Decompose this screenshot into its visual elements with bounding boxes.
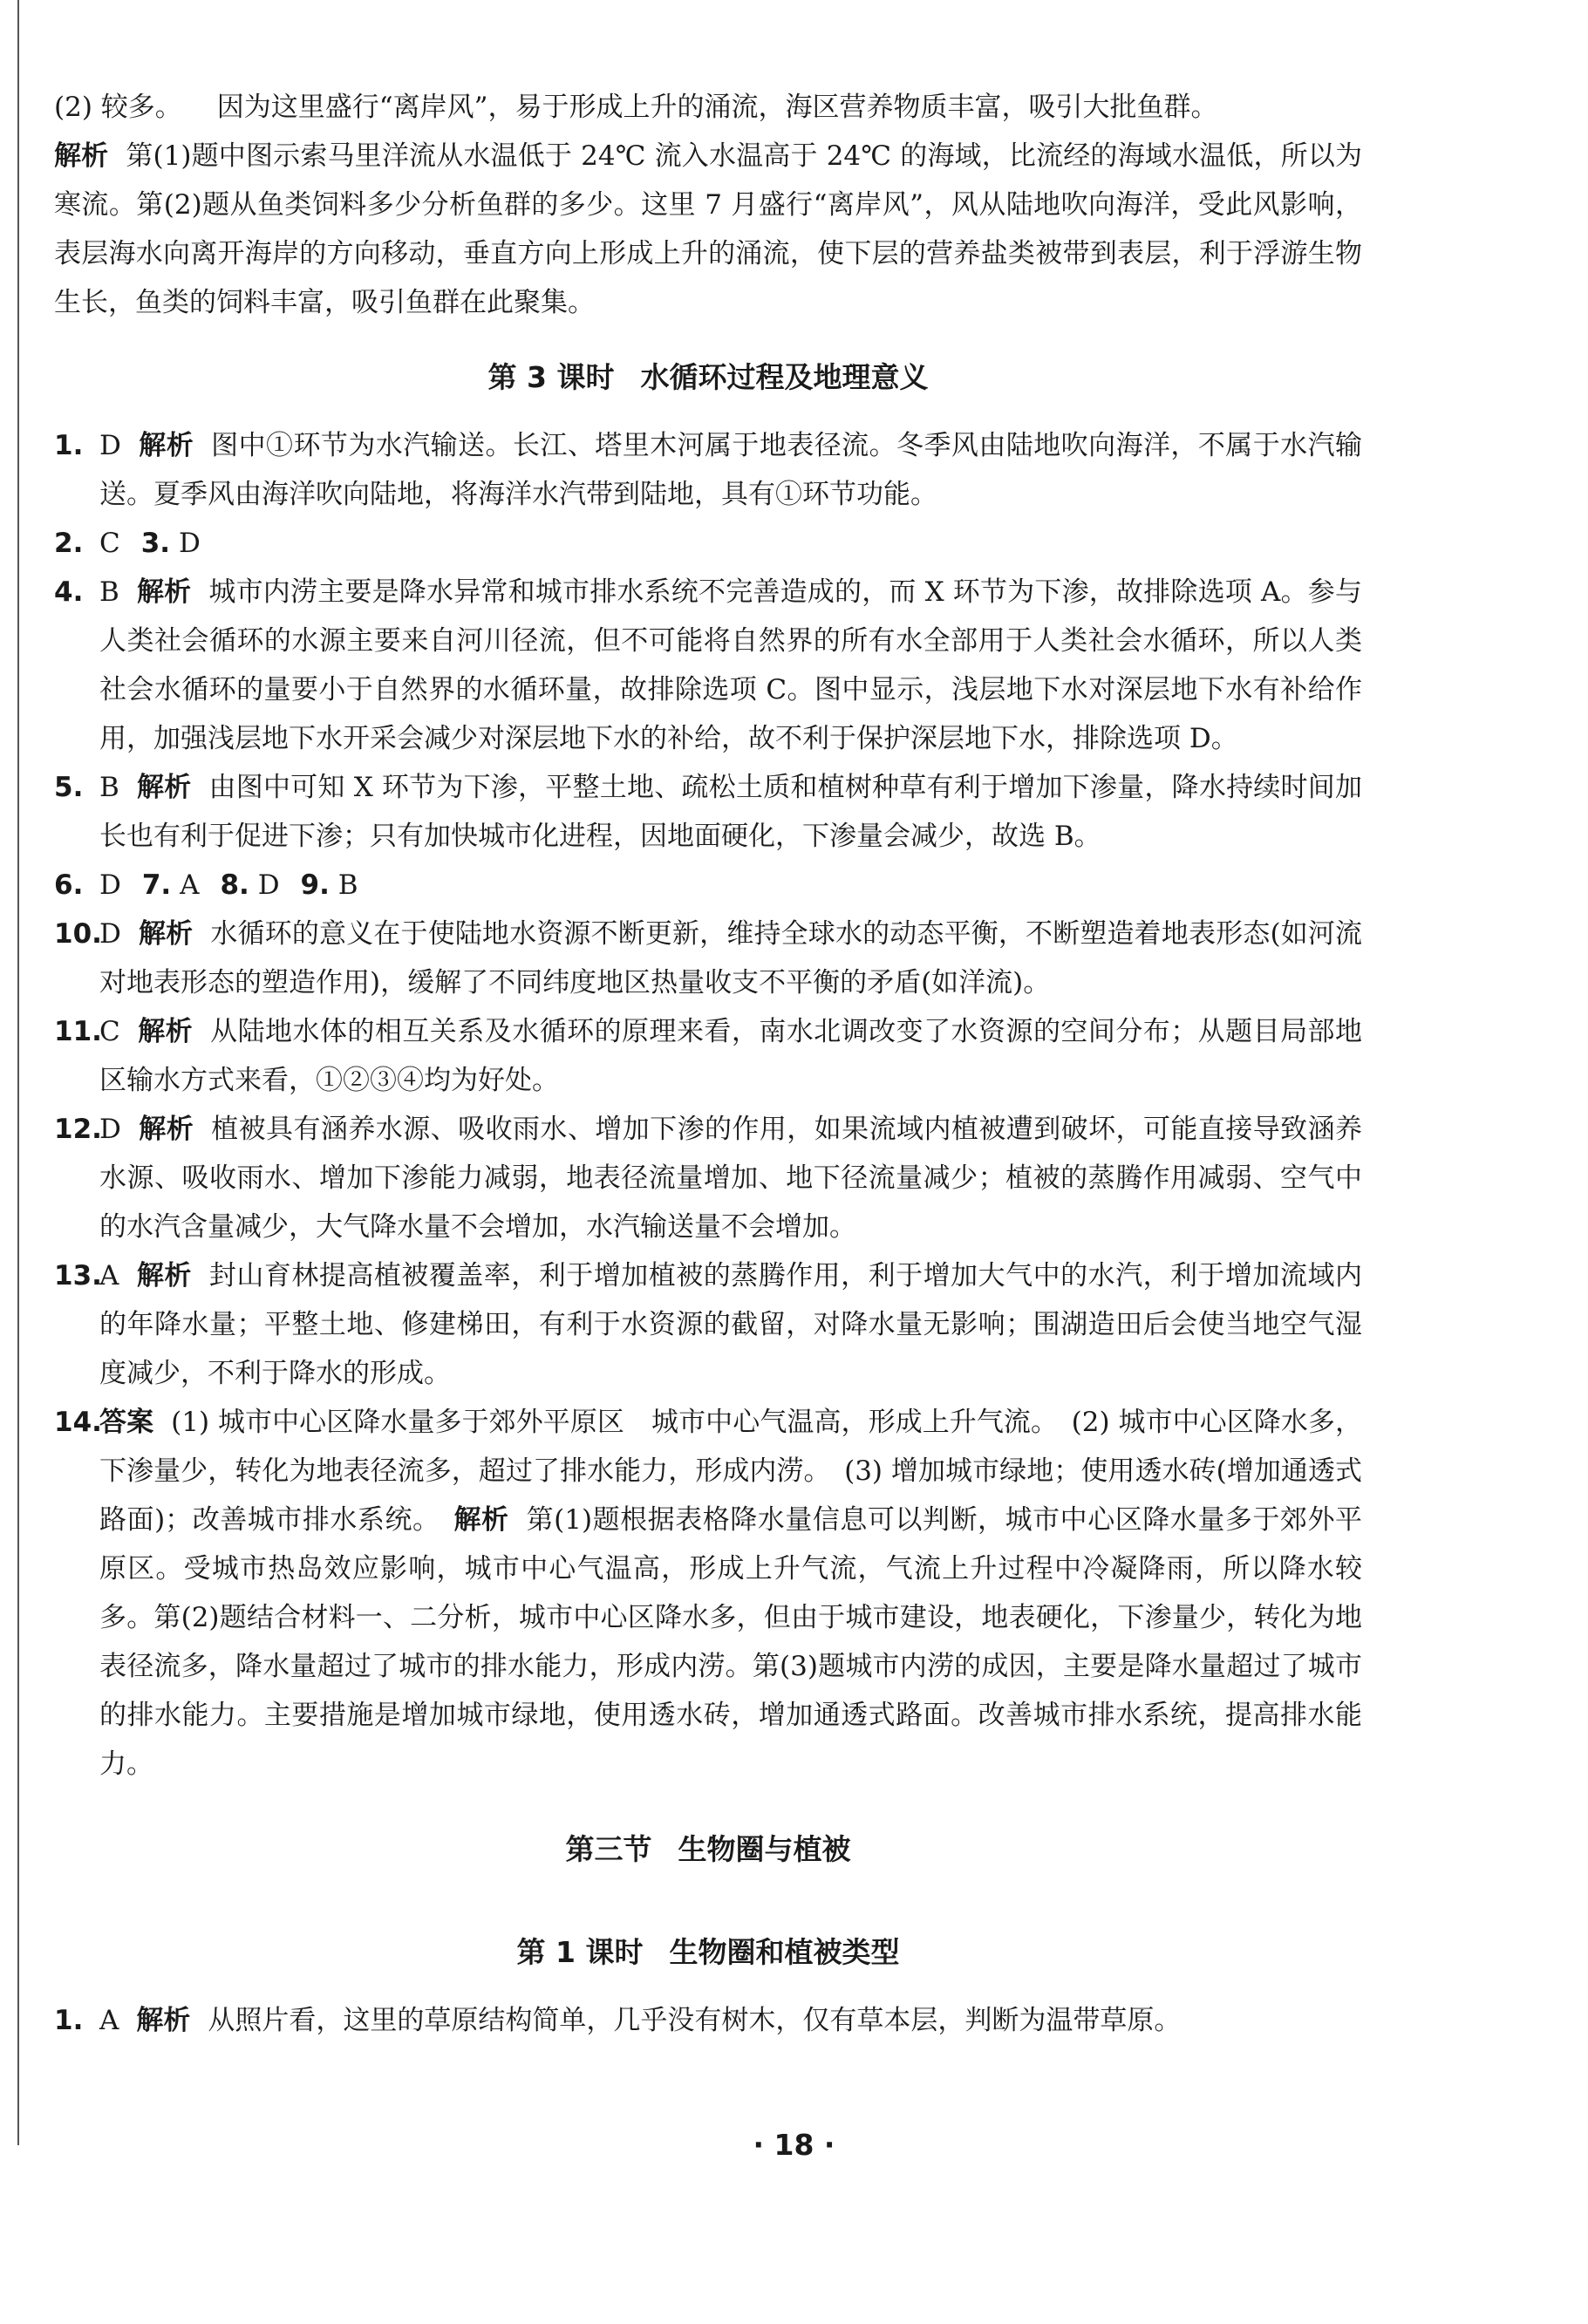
question-number: 6. (54, 869, 84, 901)
analysis-label: 解析 (137, 1016, 194, 1047)
question-number: 12. (54, 1114, 102, 1145)
answer-page (54, 83, 1362, 2045)
analysis-label: 解析 (136, 2005, 191, 2036)
answer-letter: D (99, 869, 121, 901)
answer-letter: D (178, 528, 201, 559)
analysis-label: 解析 (138, 1114, 194, 1145)
analysis-label: 解析 (136, 576, 192, 608)
answer-text: (1) 城市中心区降水量多于郊外平原区 城市中心气温高，形成上升气流。 (2) 城市中心区降水多，下渗量少，转化为地表径流多，超过了排水能力，形成内涝。 (3) 增加城市绿地；使用透水砖(增加通透式路面)；改善城市排水系统。 (99, 1407, 1363, 1536)
analysis-label: 解析 (138, 430, 194, 461)
question-11 (54, 1007, 1362, 1105)
analysis-label: 解析 (453, 1504, 509, 1536)
answer-letter: B (337, 869, 358, 901)
analysis-label: 解析 (138, 918, 194, 950)
section-number: 第三节 (565, 1832, 652, 1866)
analysis-text: 封山育林提高植被覆盖率，利于增加植被的蒸腾作用，利于增加大气中的水汽，利于增加流域内的年降水量；平整土地、修建梯田，有利于水资源的截留，对降水量无影响；围湖造田后会使当地空气湿度减少，不利于降水的形成。 (99, 1260, 1363, 1389)
question-number: 11. (54, 1016, 102, 1047)
lesson-3-number: 第 3 课时 (487, 360, 615, 394)
analysis-text: 从照片看，这里的草原结构简单，几乎没有树木，仅有草本层，判断为温带草原。 (208, 2005, 1182, 2036)
question-number: 2. (54, 528, 84, 559)
lesson1-question-1 (54, 1996, 1362, 2045)
analysis-text: 水循环的意义在于使陆地水资源不断更新，维持全球水的动态平衡，不断塑造着地表形态(如河流对地表形态的塑造作用)，缓解了不同纬度地区热量收支不平衡的矛盾(如洋流)。 (99, 918, 1363, 998)
analysis-text: 第(1)题中图示索马里洋流从水温低于 24℃ 流入水温高于 24℃ 的海域，比流经的海域水温低，所以为寒流。第(2)题从鱼类饲料多少分析鱼群的多少。这里 7 月盛行“离岸风”，风从陆地吹向海洋，受此风影响，表层海水向离开海岸的方向移动，垂直方向上形成上升的涌流，使下层的营养盐类被带到表层，利于浮游生物生长，鱼类的饲料丰富，吸引鱼群在此聚集。 (54, 140, 1363, 318)
question-number: 10. (54, 918, 102, 950)
answer-letter: A (180, 869, 200, 901)
answer-letter: B (99, 772, 119, 803)
left-margin-rule (17, 0, 19, 2145)
lesson-3-heading (54, 351, 1362, 404)
answer-letter: D (99, 1114, 121, 1145)
analysis-label: 解析 (136, 772, 192, 803)
lesson-1-heading (54, 1926, 1362, 1979)
question-14 (54, 1398, 1362, 1789)
answer-letter: C (99, 528, 120, 559)
answer-letter: C (99, 1016, 120, 1047)
intro-analysis (54, 132, 1362, 327)
answer-letter: D (99, 430, 121, 461)
analysis-text: 植被具有涵养水源、吸收雨水、增加下渗的作用，如果流域内植被遭到破坏，可能直接导致涵养水源、吸收雨水、增加下渗能力减弱，地表径流量增加、地下径流量减少；植被的蒸腾作用减弱、空气中的水汽含量减少，大气降水量不会增加，水汽输送量不会增加。 (99, 1114, 1363, 1243)
question-12 (54, 1105, 1362, 1251)
intro-block (54, 83, 1362, 132)
question-number: 5. (54, 772, 84, 803)
analysis-text: 由图中可知 X 环节为下渗，平整土地、疏松土质和植树种草有利于增加下渗量，降水持续时间加长也有利于促进下渗；只有加快城市化进程，因地面硬化，下渗量会减少，故选 B。 (99, 772, 1362, 852)
question-number: 14. (54, 1407, 102, 1438)
question-number: 8. (220, 869, 249, 901)
section-title: 生物圈与植被 (678, 1832, 851, 1866)
question-13 (54, 1251, 1362, 1398)
question-5 (54, 763, 1362, 861)
answer-label: 答案 (99, 1407, 154, 1438)
question-4 (54, 568, 1362, 763)
question-1 (54, 421, 1362, 519)
question-number: 1. (54, 430, 84, 461)
analysis-label: 解析 (54, 140, 109, 172)
section-3-heading (54, 1823, 1362, 1876)
answer-letter: A (99, 2005, 119, 2036)
lesson-1-number: 第 1 课时 (516, 1935, 644, 1969)
question-10 (54, 910, 1362, 1007)
question-number: 4. (54, 576, 84, 608)
questions-6-9 (54, 861, 1362, 910)
question-number: 13. (54, 1260, 102, 1291)
analysis-text: 图中①环节为水汽输送。长江、塔里木河属于地表径流。冬季风由陆地吹向海洋，不属于水汽输送。夏季风由海洋吹向陆地，将海洋水汽带到陆地，具有①环节功能。 (99, 430, 1363, 510)
question-number: 7. (141, 869, 172, 901)
analysis-text: 从陆地水体的相互关系及水循环的原理来看，南水北调改变了水资源的空间分布；从题目局部地区输水方式来看，①②③④均为好处。 (99, 1016, 1363, 1096)
analysis-label: 解析 (136, 1260, 192, 1291)
question-number: 3. (140, 528, 171, 559)
question-number: 9. (300, 869, 330, 901)
lesson-1-title: 生物圈和植被类型 (669, 1935, 900, 1969)
answer-letter: D (99, 918, 121, 950)
answer-letter: B (99, 576, 119, 608)
answer-letter: D (257, 869, 280, 901)
answer-letter: A (99, 1260, 119, 1291)
analysis-text: 第(1)题根据表格降水量信息可以判断，城市中心区降水量多于郊外平原区。受城市热岛效应影响，城市中心气温高，形成上升气流，气流上升过程中冷凝降雨，所以降水较多。第(2)题结合材料一、二分析，城市中心区降水多，但由于城市建设，地表硬化，下渗量少，转化为地表径流多，降水量超过了城市的排水能力，形成内涝。第(3)题城市内涝的成因，主要是降水量超过了城市的排水能力。主要措施是增加城市绿地，使用透水砖，增加通透式路面。改善城市排水系统，提高排水能力。 (99, 1504, 1363, 1780)
analysis-text: 城市内涝主要是降水异常和城市排水系统不完善造成的，而 X 环节为下渗，故排除选项 A。参与人类社会循环的水源主要来自河川径流，但不可能将自然界的所有水全部用于人类社会水循环，所以人类社会水循环的量要小于自然界的水循环量，故排除选项 C。图中显示，浅层地下水对深层地下水有补给作用，加强浅层地下水开采会减少对深层地下水的补给，故不利于保护深层地下水，排除选项 D。 (99, 576, 1363, 754)
questions-2-3 (54, 519, 1362, 568)
page-number: · 18 · (753, 2128, 835, 2162)
lesson-3-title: 水循环过程及地理意义 (640, 360, 929, 394)
intro-answer-prefix: (2) 较多。 (54, 92, 182, 123)
question-number: 1. (54, 2005, 84, 2036)
intro-answer-text: 因为这里盛行“离岸风”，易于形成上升的涌流，海区营养物质丰富，吸引大批鱼群。 (216, 92, 1218, 123)
